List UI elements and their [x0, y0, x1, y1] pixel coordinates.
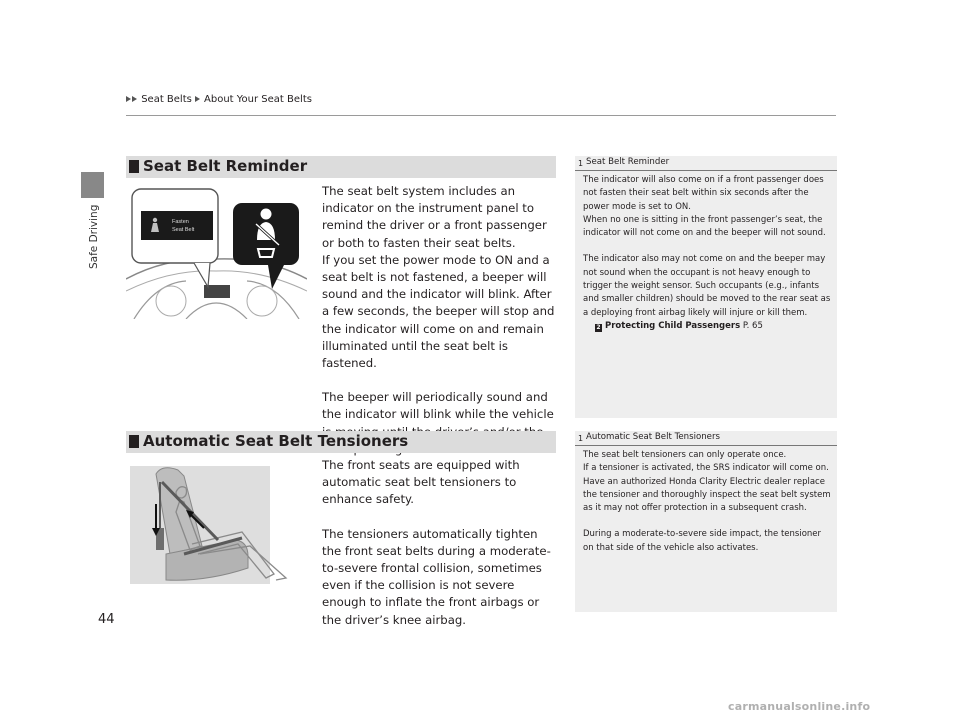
paragraph: The front seats are equipped with automatic seat belt tensioners to enhance safety. — [322, 458, 520, 507]
section-tab-marker — [81, 172, 104, 198]
note-title-bar: 1 Automatic Seat Belt Tensioners — [575, 431, 837, 446]
seat-belt-reminder-body — [322, 183, 558, 458]
breadcrumb-item[interactable]: Seat Belts — [141, 94, 192, 105]
reference-arrow-icon: 2 — [596, 323, 601, 331]
section-square-icon — [129, 160, 139, 173]
svg-text:Seat Belt: Seat Belt — [172, 227, 195, 233]
cross-reference-link[interactable]: 2 Protecting Child Passengers P. 65 — [596, 320, 763, 331]
watermark-text: carmanualsonline.info — [728, 700, 871, 713]
breadcrumb — [126, 94, 315, 105]
paragraph: If you set the power mode to ON and a seat belt is not fastened, a beeper will sound and the indicator will blink. After a few seconds, the beeper will stop and the indicator will come on and remain illuminated until the seat belt is fastened. — [322, 252, 555, 371]
page-number: 44 — [98, 612, 115, 627]
paragraph: The seat belt system includes an indicator on the instrument panel to remind the driver or a front passenger or both to fasten their seat belts. — [322, 184, 547, 250]
note-title-bar: 1 Seat Belt Reminder — [575, 156, 837, 171]
section-square-icon — [129, 435, 139, 448]
section-header-seat-belt-reminder: Seat Belt Reminder — [126, 156, 556, 178]
paragraph: The beeper will periodically sound and the indicator will blink while the vehicle — [322, 390, 554, 422]
note-seat-belt-tensioners — [575, 431, 837, 612]
breadcrumb-arrow-icon — [195, 96, 200, 102]
note-body: The indicator will also come on if a front passenger does not fasten their seat belt within six seconds after the power mode is set to ON. When no one is sitting in the front passenger’s seat, the indicator will not come on and the beeper will not sound. The indicator also may not come on and the beeper may not sound when the occupant is not heavy enough to trigger the weight sensor. Such occupants (e.g., infants and smaller children) should be moved to the rear seat as a deploying front airbag likely will injure or kill them. 2 Protecting Child Passengers P. 65 — [583, 174, 833, 333]
breadcrumb-arrow-icon — [132, 96, 137, 102]
seat-belt-tensioner-illustration — [126, 458, 307, 594]
section-header-seat-belt-tensioners: Automatic Seat Belt Tensioners — [126, 431, 556, 453]
note-seat-belt-reminder — [575, 156, 837, 418]
note-marker-icon: 1 — [578, 434, 584, 443]
note-body: The seat belt tensioners can only operate once. If a tensioner is activated, the SRS indicator will come on. Have an authorized Honda Clarity Electric dealer replace the tensioner and thoroughly inspect the seat belt system as it may not offer protection in a subsequent crash. During a moderate-to-severe side impact, the tensioner on that side of the vehicle also activates. — [583, 450, 831, 553]
seat-belt-reminder-illustration — [126, 183, 307, 319]
note-marker-icon: 1 — [578, 159, 584, 168]
header-divider — [126, 115, 836, 116]
breadcrumb-item[interactable]: About Your Seat Belts — [204, 94, 312, 105]
seat-belt-tensioners-body — [322, 457, 558, 629]
breadcrumb-arrow-icon — [126, 96, 131, 102]
side-tab-label: Safe Driving — [88, 204, 100, 269]
svg-text:Fasten: Fasten — [172, 219, 189, 225]
paragraph: The tensioners automatically tighten the front seat belts during a moderate-to-severe frontal collision, sometimes even if the collision is not severe enough to inflate the front airbags or the driver’s knee airbag. — [322, 526, 551, 627]
